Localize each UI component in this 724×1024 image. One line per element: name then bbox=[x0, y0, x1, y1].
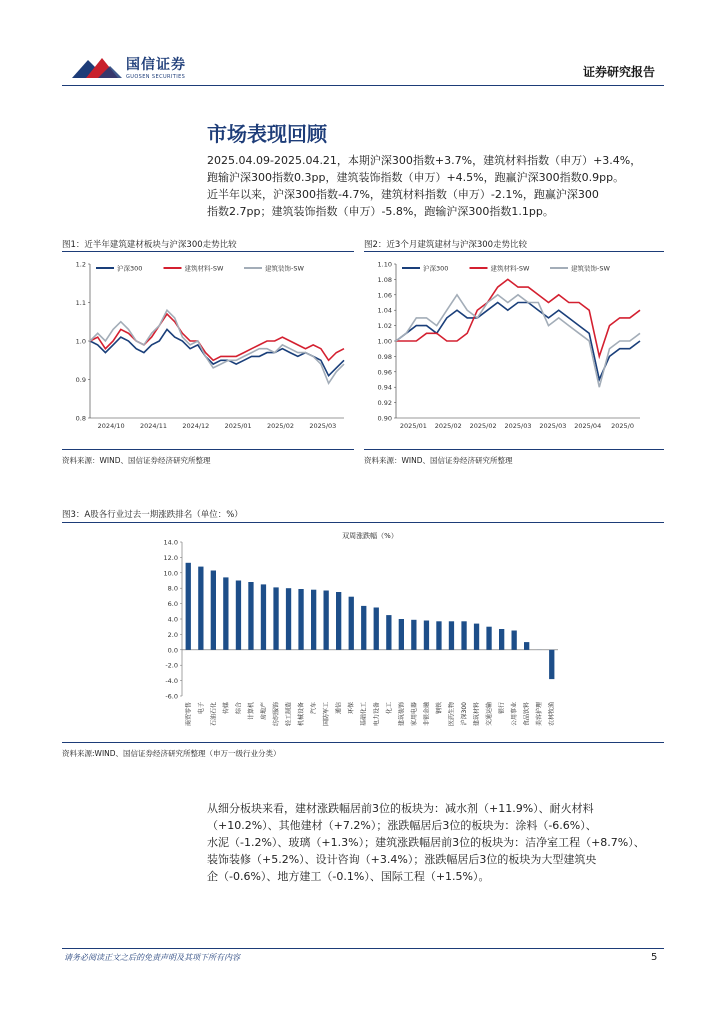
x-tick-label: 建筑材料 bbox=[473, 702, 481, 727]
bar bbox=[261, 584, 266, 650]
y-tick-label: 1.08 bbox=[377, 275, 392, 284]
x-tick-label: 美容护理 bbox=[536, 702, 544, 727]
page-number: 5 bbox=[651, 952, 658, 963]
y-tick-label: 0.92 bbox=[377, 399, 392, 408]
y-tick-label: -4.0 bbox=[165, 677, 178, 686]
y-tick-label: 1.04 bbox=[377, 306, 392, 315]
footer-rule bbox=[62, 948, 664, 949]
x-tick-label: 机械设备 bbox=[298, 702, 306, 727]
fig2-chart bbox=[364, 256, 664, 444]
y-tick-label: -6.0 bbox=[165, 692, 178, 701]
x-tick-label: 银行 bbox=[498, 702, 506, 715]
fig1-bottom-rule bbox=[62, 449, 354, 450]
fig3-chart bbox=[150, 528, 570, 740]
series-line-3 bbox=[90, 310, 344, 383]
legend-label: 建筑装饰-SW bbox=[571, 264, 610, 273]
bar bbox=[512, 631, 517, 650]
series-line-1 bbox=[396, 303, 640, 380]
bar bbox=[311, 590, 316, 650]
x-tick-label: 农林牧渔 bbox=[548, 702, 556, 727]
body-line: 装饰装修（+5.2%）、设计咨询（+3.4%）；涨跌幅居后3位的板块为大型建筑央 bbox=[207, 853, 597, 866]
bar bbox=[549, 650, 554, 679]
y-tick-label: 1.10 bbox=[377, 260, 392, 269]
intro-paragraph bbox=[207, 152, 667, 220]
bar bbox=[198, 567, 203, 650]
x-tick-label: 2025/01 bbox=[224, 422, 252, 430]
bar bbox=[474, 624, 479, 650]
x-tick-label: 2024/12 bbox=[182, 422, 210, 430]
x-tick-label: 国防军工 bbox=[323, 702, 331, 727]
legend-label: 建筑材料-SW bbox=[184, 264, 224, 273]
bar bbox=[374, 608, 379, 650]
x-tick-label: 公用事业 bbox=[511, 702, 519, 727]
x-tick-label: 2025/04 bbox=[574, 422, 602, 430]
y-tick-label: 2.0 bbox=[167, 630, 178, 639]
legend-label: 建筑材料-SW bbox=[490, 264, 530, 273]
series-line-2 bbox=[396, 279, 640, 356]
fig3-caption: 图3：A股各行业过去一期涨跌排名（单位：%） bbox=[62, 510, 243, 520]
x-tick-label: 环保 bbox=[348, 702, 356, 715]
x-tick-label: 房地产 bbox=[260, 702, 268, 721]
chart-title: 双周涨跌幅（%） bbox=[342, 532, 398, 540]
x-tick-label: 钢铁 bbox=[435, 702, 443, 715]
x-tick-label: 建筑装饰 bbox=[398, 702, 406, 727]
disclaimer: 请务必阅读正文之后的免责声明及其项下所有内容 bbox=[64, 953, 240, 962]
x-tick-label: 非银金融 bbox=[423, 702, 431, 727]
x-tick-label: 医药生物 bbox=[448, 702, 456, 727]
logo-subtitle: GUOSEN SECURITIES bbox=[126, 74, 186, 80]
x-tick-label: 基础化工 bbox=[360, 702, 368, 727]
legend-label: 建筑装饰-SW bbox=[265, 264, 304, 273]
x-tick-label: 2025/03 bbox=[504, 422, 532, 430]
bar bbox=[386, 615, 391, 650]
x-tick-label: 计算机 bbox=[247, 702, 255, 721]
x-tick-label: 2025/03 bbox=[539, 422, 567, 430]
x-tick-label: 汽车 bbox=[310, 702, 318, 715]
bar bbox=[461, 621, 466, 650]
intro-line: 跑输沪深300指数0.3pp，建筑装饰指数（申万）+4.5%，跑赢沪深300指数0.9pp。 bbox=[207, 171, 625, 184]
body-line: 水泥（-1.2%）、玻璃（+1.3%）；建筑涨跌幅居前3位的板块为：洁净室工程（+8.7%）、 bbox=[207, 836, 645, 849]
y-tick-label: 1.0 bbox=[75, 337, 86, 346]
fig3-top-rule bbox=[62, 522, 664, 523]
body-line: 从细分板块来看，建材涨跌幅居前3位的板块为：减水剂（+11.9%）、耐火材料 bbox=[207, 802, 594, 815]
x-tick-label: 食品饮料 bbox=[523, 702, 531, 727]
bar bbox=[273, 587, 278, 649]
bar bbox=[449, 621, 454, 650]
x-tick-label: 轻工制造 bbox=[285, 702, 293, 727]
header-rule bbox=[62, 85, 664, 86]
report-type: 证券研究报告 bbox=[583, 65, 656, 79]
logo-mark-icon bbox=[70, 52, 124, 82]
x-tick-label: 化工 bbox=[385, 702, 393, 715]
y-tick-label: 0.96 bbox=[377, 368, 392, 377]
fig2-source: 资料来源：WIND、国信证券经济研究所整理 bbox=[364, 456, 513, 465]
y-tick-label: 14.0 bbox=[163, 538, 178, 547]
x-tick-label: 电力设备 bbox=[373, 702, 381, 727]
bar bbox=[236, 581, 241, 650]
bar bbox=[336, 592, 341, 650]
x-tick-label: 2024/11 bbox=[139, 422, 168, 430]
fig1-caption: 图1：近半年建筑建材板块与沪深300走势比较 bbox=[62, 240, 237, 250]
x-tick-label: 传媒 bbox=[222, 702, 230, 715]
bar bbox=[424, 621, 429, 650]
y-tick-label: 12.0 bbox=[163, 553, 178, 562]
bar bbox=[349, 597, 354, 650]
logo-text: 国信证券 bbox=[126, 57, 186, 73]
intro-line: 指数2.7pp；建筑装饰指数（申万）-5.8%，跑输沪深300指数1.1pp。 bbox=[207, 205, 554, 218]
y-tick-label: 0.0 bbox=[167, 646, 178, 655]
bar bbox=[298, 589, 303, 650]
bar bbox=[248, 582, 253, 650]
y-tick-label: 1.2 bbox=[75, 260, 86, 269]
bar bbox=[411, 620, 416, 650]
bar bbox=[436, 621, 441, 650]
y-tick-label: 10.0 bbox=[163, 569, 178, 578]
x-tick-label: 纺织服饰 bbox=[273, 702, 280, 727]
bar bbox=[486, 627, 491, 650]
y-tick-label: -2.0 bbox=[165, 661, 178, 670]
bar bbox=[211, 571, 216, 650]
x-tick-label: 2025/02 bbox=[266, 422, 295, 430]
y-tick-label: 6.0 bbox=[167, 600, 178, 609]
bar bbox=[499, 629, 504, 650]
fig3-bottom-rule bbox=[62, 742, 664, 743]
intro-line: 近半年以来，沪深300指数-4.7%，建筑材料指数（申万）-2.1%，跑赢沪深300 bbox=[207, 188, 599, 201]
x-tick-label: 商贸零售 bbox=[185, 702, 193, 727]
bar bbox=[361, 606, 366, 650]
fig2-caption: 图2：近3个月建筑建材与沪深300走势比较 bbox=[364, 240, 528, 250]
y-tick-label: 0.98 bbox=[377, 352, 392, 361]
fig1-source: 资料来源：WIND、国信证券经济研究所整理 bbox=[62, 456, 211, 465]
bar bbox=[286, 588, 291, 650]
bar bbox=[324, 591, 329, 650]
fig2-bottom-rule bbox=[364, 449, 664, 450]
x-tick-label: 2025/03 bbox=[309, 422, 337, 430]
y-tick-label: 1.00 bbox=[377, 337, 392, 346]
x-tick-label: 沪深300 bbox=[461, 702, 468, 726]
y-tick-label: 1.02 bbox=[377, 322, 392, 331]
y-tick-label: 0.94 bbox=[377, 383, 392, 392]
fig3-source: 资料来源:WIND、国信证券经济研究所整理（申万一级行业分类） bbox=[62, 749, 281, 758]
x-tick-label: 2025/01 bbox=[399, 422, 427, 430]
x-tick-label: 2025/02 bbox=[434, 422, 462, 430]
intro-line: 2025.04.09-2025.04.21，本期沪深300指数+3.7%，建筑材料指数（申万）+3.4%， bbox=[207, 154, 642, 167]
y-tick-label: 0.8 bbox=[75, 414, 86, 423]
x-tick-label: 2025/0 bbox=[611, 422, 635, 430]
x-tick-label: 电子 bbox=[197, 702, 205, 715]
series-line-3 bbox=[396, 295, 640, 387]
y-tick-label: 8.0 bbox=[167, 584, 178, 593]
fig2-top-rule bbox=[364, 251, 664, 252]
x-tick-label: 综合 bbox=[235, 702, 243, 715]
x-tick-label: 交通运输 bbox=[486, 702, 494, 727]
body-line: 企（-0.6%）、地方建工（-0.1%）、国际工程（+1.5%）。 bbox=[207, 870, 490, 883]
body-line: （+10.2%）、其他建材（+7.2%）；涨跌幅居后3位的板块为：涂料（-6.6%）、 bbox=[207, 819, 597, 832]
section-title: 市场表现回顾 bbox=[207, 122, 327, 146]
x-tick-label: 2025/02 bbox=[469, 422, 497, 430]
y-tick-label: 1.1 bbox=[75, 299, 86, 307]
legend-label: 沪深300 bbox=[423, 264, 449, 273]
y-tick-label: 4.0 bbox=[167, 615, 178, 624]
bar bbox=[399, 619, 404, 650]
bar bbox=[524, 642, 529, 650]
y-tick-label: 0.90 bbox=[377, 414, 392, 423]
bar bbox=[186, 563, 191, 650]
fig1-top-rule bbox=[62, 251, 354, 252]
x-tick-label: 家用电器 bbox=[410, 702, 418, 727]
x-tick-label: 通信 bbox=[335, 702, 343, 715]
y-tick-label: 0.9 bbox=[75, 376, 86, 384]
x-tick-label: 2024/10 bbox=[97, 422, 125, 430]
y-tick-label: 1.06 bbox=[377, 291, 392, 300]
logo bbox=[70, 52, 220, 84]
bar bbox=[223, 577, 228, 649]
fig1-chart bbox=[62, 256, 354, 444]
x-tick-label: 石油石化 bbox=[210, 702, 218, 727]
legend-label: 沪深300 bbox=[117, 264, 143, 273]
body-paragraph bbox=[207, 800, 667, 885]
